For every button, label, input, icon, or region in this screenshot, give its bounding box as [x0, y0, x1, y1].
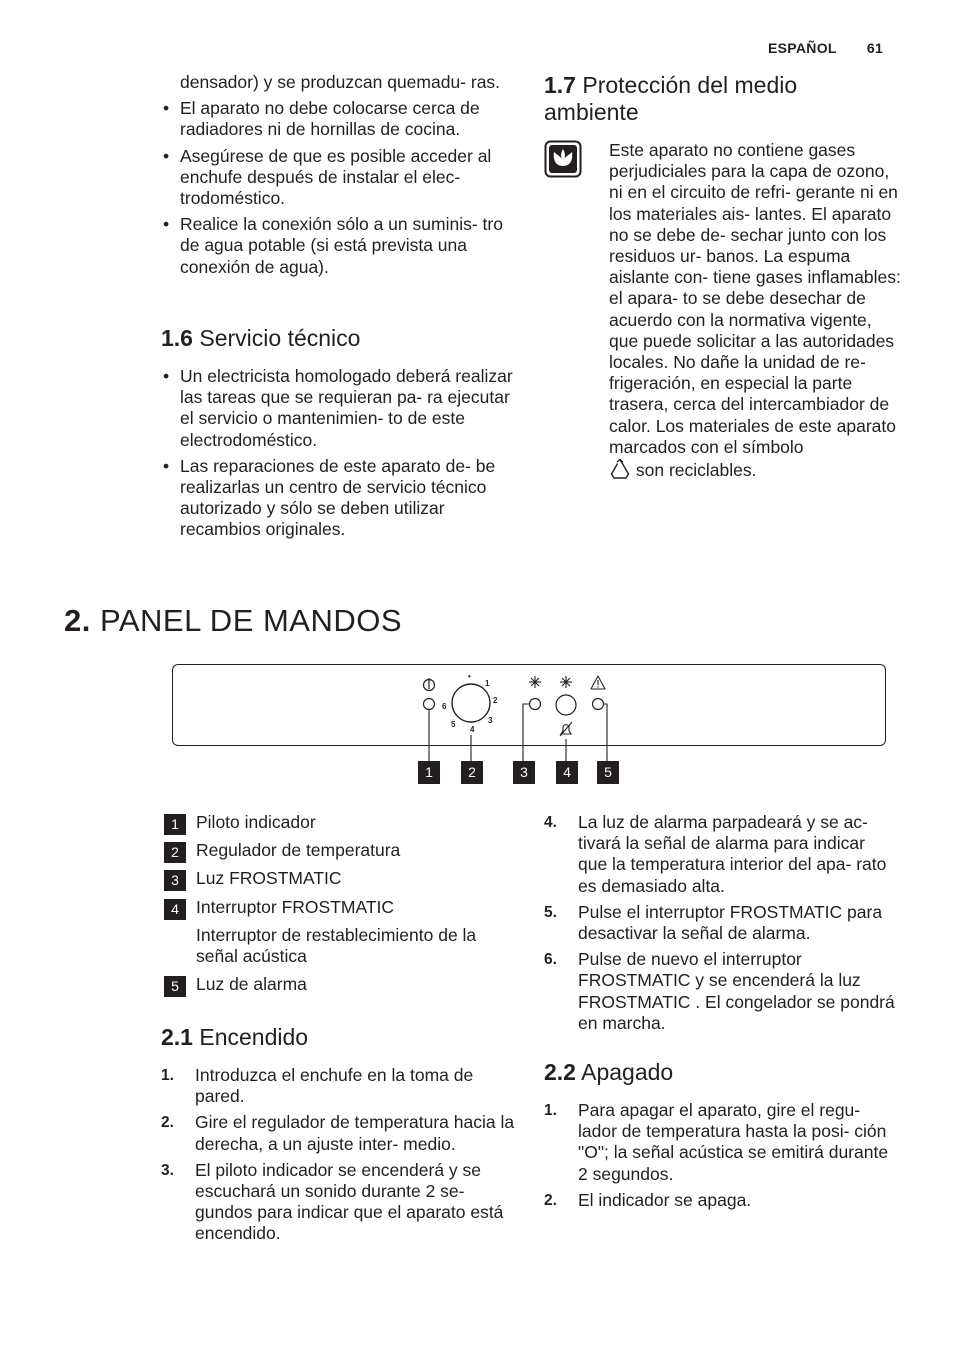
list-item: • Las reparaciones de este aparato de- be realizarlas un centro de servicio técnico autorizado y sólo se deben utilizar recambios originales.: [161, 456, 516, 541]
legend-item: [164, 925, 516, 967]
legend-number: 5: [164, 976, 186, 997]
frostmatic-switch: [556, 695, 576, 715]
dial-mark: 5: [451, 720, 456, 729]
step-number: 1.: [161, 1067, 174, 1084]
legend-item: [164, 840, 516, 861]
step-number: 2.: [161, 1114, 174, 1132]
list-item: • Asegúrese de que es posible acceder al enchufe después de instalar el elec- trodoméstico.: [161, 146, 516, 210]
section-number: 2.1: [161, 1024, 193, 1050]
step-text: Pulse de nuevo el interruptor FROSTMATIC y se encenderá la luz FROSTMATIC . El congelador se pondrá en marcha.: [578, 949, 895, 1033]
legend-number: 4: [164, 899, 186, 920]
dial-mark: •: [468, 672, 471, 681]
list-item: • Realice la conexión sólo a un suminis- tro de agua potable (si está prevista una conexión de agua).: [161, 214, 516, 278]
list-item: • Un electricista homologado deberá realizar las tareas que se requieran pa- ra ejecutar el servicio o mantenimien- to de este electrodoméstico.: [161, 366, 516, 451]
frostmatic-light: [530, 699, 541, 710]
list-item: • El aparato no debe colocarse cerca de radiadores ni de hornillas de cocina.: [161, 98, 516, 140]
legend-label: Luz de alarma: [196, 974, 307, 995]
step-text: La luz de alarma parpadeará y se ac- tivará la señal de alarma para indicar que la temperatura interior del apa- rato es demasiado alta.: [578, 812, 887, 896]
legend-number: 3: [164, 870, 186, 891]
step-number: 2.: [544, 1191, 557, 1209]
step-number: 1.: [544, 1102, 557, 1119]
step-number: 6.: [544, 951, 557, 969]
step-text: Gire el regulador de temperatura hacia la derecha, a un ajuste inter- medio.: [195, 1112, 515, 1154]
warning-icon: [591, 676, 605, 689]
callout-badge: 2: [461, 761, 483, 784]
dial-mark: 3: [488, 716, 493, 725]
list-item: [544, 812, 896, 897]
right-steps: [544, 812, 896, 1039]
legend-number: 1: [164, 814, 186, 835]
list-item: [544, 949, 896, 1034]
step-number: 5.: [544, 903, 557, 921]
frost-icon: [560, 676, 572, 688]
legend-label: Interruptor de restablecimiento de la señal acústica: [196, 924, 477, 967]
step-number: 3.: [161, 1161, 174, 1179]
section-title: Apagado: [581, 1059, 674, 1085]
environment-paragraph: Este aparato no contiene gases perjudiciales para la capa de ozono, ni en el circuito de refri- gerante ni en los materiales ais- lantes. El aparato no se debe de- sechar junto con los residuos ur- banos. La espuma aislante con- tiene gases inflamables: el apara- to se debe desechar de acuerdo con la normativa vigente, que puede solicitar a las autoridades locales. No dañe la unidad de re- frigeración, en especial la parte trasera, cerca del intercambiador de calor. Los materiales de este aparato marcados con el símbolo: [609, 140, 901, 457]
legend-item: [164, 897, 516, 918]
callout-badge: 3: [513, 761, 535, 784]
list-item: [161, 1160, 516, 1245]
step-number: 4.: [544, 814, 557, 831]
continued-text: densador) y se produzcan quemadu- ras.: [180, 72, 501, 92]
panel-legend: [164, 812, 516, 1002]
legend-label: Luz FROSTMATIC: [196, 868, 342, 889]
environment-paragraph-end: son reciclables.: [635, 460, 757, 481]
step-text: El piloto indicador se encenderá y se escuchará un sonido durante 2 se- gundos para indicar que el aparato está encendido.: [195, 1159, 504, 1244]
alarm-light: [593, 699, 604, 710]
bell-off-icon: [560, 722, 572, 736]
legend-label: Interruptor FROSTMATIC: [196, 896, 395, 917]
section-2-2-heading: [544, 1059, 673, 1086]
dial-marks: [440, 674, 510, 734]
section-number: 2.2: [544, 1059, 576, 1085]
section-2-2-steps: [544, 1100, 896, 1216]
pilot-light: [424, 699, 435, 710]
list-item: [544, 1190, 896, 1211]
section-number: 1.6: [161, 325, 193, 351]
chapter-title: PANEL DE MANDOS: [99, 603, 403, 638]
legend-label: Piloto indicador: [196, 812, 316, 832]
callout-badge: 4: [556, 761, 578, 784]
step-text: El indicador se apaga.: [578, 1189, 752, 1210]
step-text: Para apagar el aparato, gire el regu- lador de temperatura hasta la posi- ción "O"; la señal acústica se emitirá durante 2 segundos.: [578, 1100, 889, 1184]
section-title: Protección del medio ambiente: [544, 72, 798, 125]
section-2-1-heading: [161, 1024, 308, 1051]
chapter-number: 2.: [64, 603, 91, 638]
list-item: [544, 902, 896, 944]
frost-icon: [529, 676, 541, 688]
step-text: Introduzca el enchufe en la toma de pared.: [195, 1065, 474, 1107]
list-item: [161, 1112, 516, 1154]
dial-mark: 2: [493, 696, 498, 705]
legend-item: [164, 812, 516, 833]
callout-badge: 5: [597, 761, 619, 784]
list-item: [544, 1100, 896, 1185]
section-title: Encendido: [199, 1024, 309, 1050]
section-number: 1.7: [544, 72, 576, 98]
header-language: ESPAÑOL: [768, 40, 837, 56]
page-number: 61: [866, 40, 884, 56]
dial-mark: 1: [485, 679, 490, 688]
section-2-1-steps: [161, 1065, 516, 1250]
dial-mark: 6: [442, 702, 447, 711]
section-title: Servicio técnico: [199, 325, 361, 351]
legend-number: 2: [164, 842, 186, 863]
legend-item: [164, 868, 516, 889]
list-item: [161, 1065, 516, 1107]
power-icon: [424, 678, 435, 691]
step-text: Pulse el interruptor FROSTMATIC para desactivar la señal de alarma.: [578, 901, 883, 944]
callout-badge: 1: [418, 761, 440, 784]
legend-item: [164, 974, 516, 995]
legend-label: Regulador de temperatura: [196, 840, 401, 861]
dial-mark: 4: [470, 725, 475, 734]
